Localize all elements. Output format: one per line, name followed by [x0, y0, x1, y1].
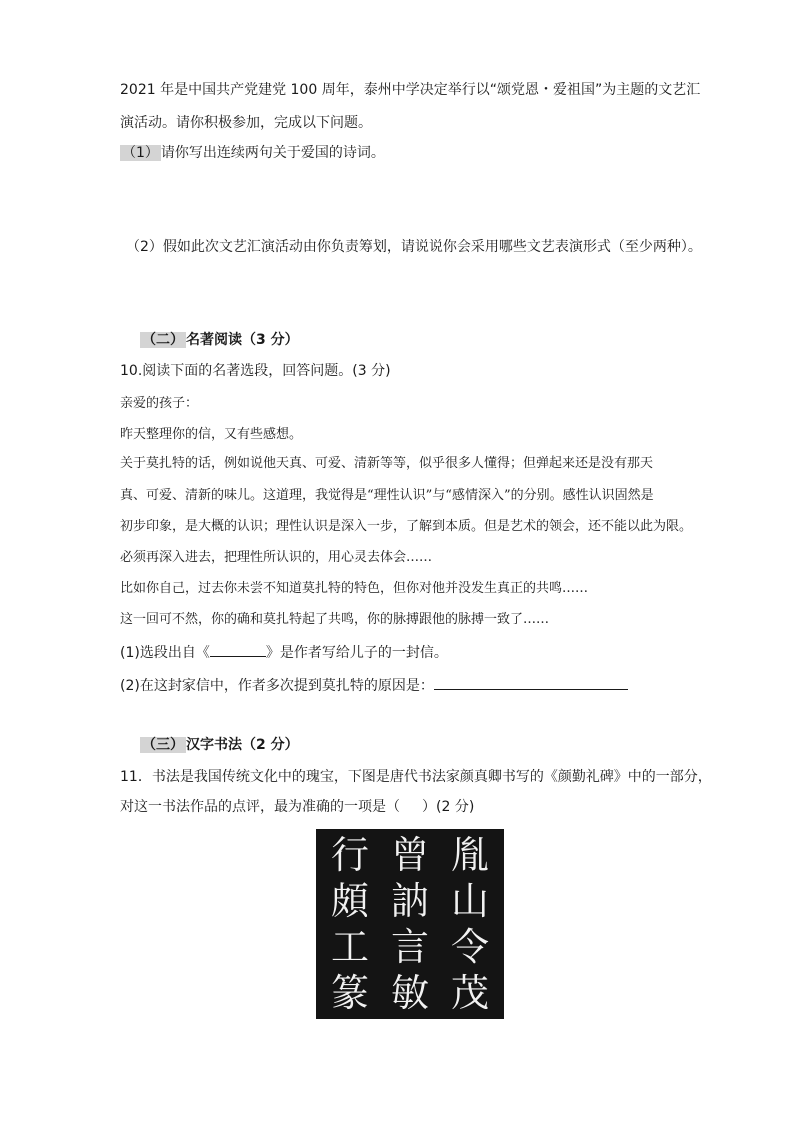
calligraphy-rubbing-image [316, 829, 504, 1019]
calligraphy-character: 訥 [390, 879, 429, 923]
q11-line-2-start: 对这一书法作品的点评，最为准确的一项是（ [120, 799, 400, 815]
question-10-sub-2 [120, 674, 628, 696]
section-2-number: （二） [142, 332, 184, 348]
calligraphy-character: 言 [390, 925, 429, 969]
question-10-stem: 10.阅读下面的名著选段，回答问题。(3 分) [120, 363, 391, 379]
calligraphy-character: 行 [330, 833, 369, 877]
calligraphy-character: 敏 [390, 971, 429, 1015]
question-9-1-text: 请你写出连续两句关于爱国的诗词。 [160, 145, 385, 161]
passage-line: 初步印象，是大概的认识；理性认识是深入一步，了解到本质。但是艺术的领会，还不能以此为限。 [120, 519, 693, 534]
sub-2-text: (2)在这封家信中，作者多次提到莫扎特的原因是： [120, 678, 434, 694]
question-9-1-number: （1） [122, 145, 159, 161]
section-2-heading [140, 330, 299, 350]
section-3-heading [140, 735, 299, 755]
passage-line: 真、可爱、清新的味儿。这道理，我觉得是“理性认识”与“感情深入”的分别。感性认识固然是 [120, 488, 654, 503]
passage-line: 关于莫扎特的话，例如说他天真、可爱、清新等等，似乎很多人懂得；但弹起来还是没有那天 [120, 456, 654, 471]
question-9-1 [120, 143, 385, 163]
passage-line: 昨天整理你的信，又有些感想。 [120, 427, 303, 442]
calligraphy-character: 令 [450, 925, 489, 969]
q11-line-2-end: ）(2 分) [422, 799, 475, 815]
calligraphy-character: 胤 [450, 833, 489, 877]
passage-line: 这一回可不然，你的确和莫扎特起了共鸣，你的脉搏跟他的脉搏一致了…… [120, 612, 550, 627]
calligraphy-character: 茂 [450, 971, 489, 1015]
section-2-title: 名著阅读（3 分） [186, 332, 299, 348]
passage-line: 必须再深入进去，把理性所认识的，用心灵去体会…… [120, 550, 433, 565]
book-title-blank[interactable] [210, 641, 266, 657]
question-11-line-2 [120, 797, 474, 817]
question-9-2: （2）假如此次文艺汇演活动由你负责筹划，请说说你会采用哪些文艺表演形式（至少两种）。 [126, 239, 702, 255]
reason-answer-blank[interactable] [434, 674, 628, 690]
question-10-sub-1 [120, 641, 448, 663]
calligraphy-character: 工 [330, 925, 369, 969]
sub-1-suffix: 》是作者写给儿子的一封信。 [265, 645, 448, 661]
calligraphy-character: 篆 [330, 971, 369, 1015]
intro-line-1: 2021 年是中国共产党建党 100 周年，泰州中学决定举行以“颂党恩・爱祖国”为主题的文艺汇 [120, 82, 701, 98]
question-11-line-1: 11．书法是我国传统文化中的瑰宝，下图是唐代书法家颜真卿书写的《颜勤礼碑》中的一部分， [120, 769, 712, 785]
passage-salutation: 亲爱的孩子： [120, 396, 199, 411]
passage-line: 比如你自己，过去你未尝不知道莫扎特的特色，但你对他并没发生真正的共鸣…… [120, 581, 589, 596]
section-3-title: 汉字书法（2 分） [186, 737, 299, 753]
calligraphy-character: 山 [450, 879, 489, 923]
section-3-number: （三） [142, 737, 184, 753]
sub-1-prefix: (1)选段出自《 [120, 645, 210, 661]
calligraphy-character: 頗 [330, 879, 369, 923]
calligraphy-character: 曾 [390, 833, 429, 877]
intro-line-2: 演活动。请你积极参加，完成以下问题。 [120, 115, 372, 131]
